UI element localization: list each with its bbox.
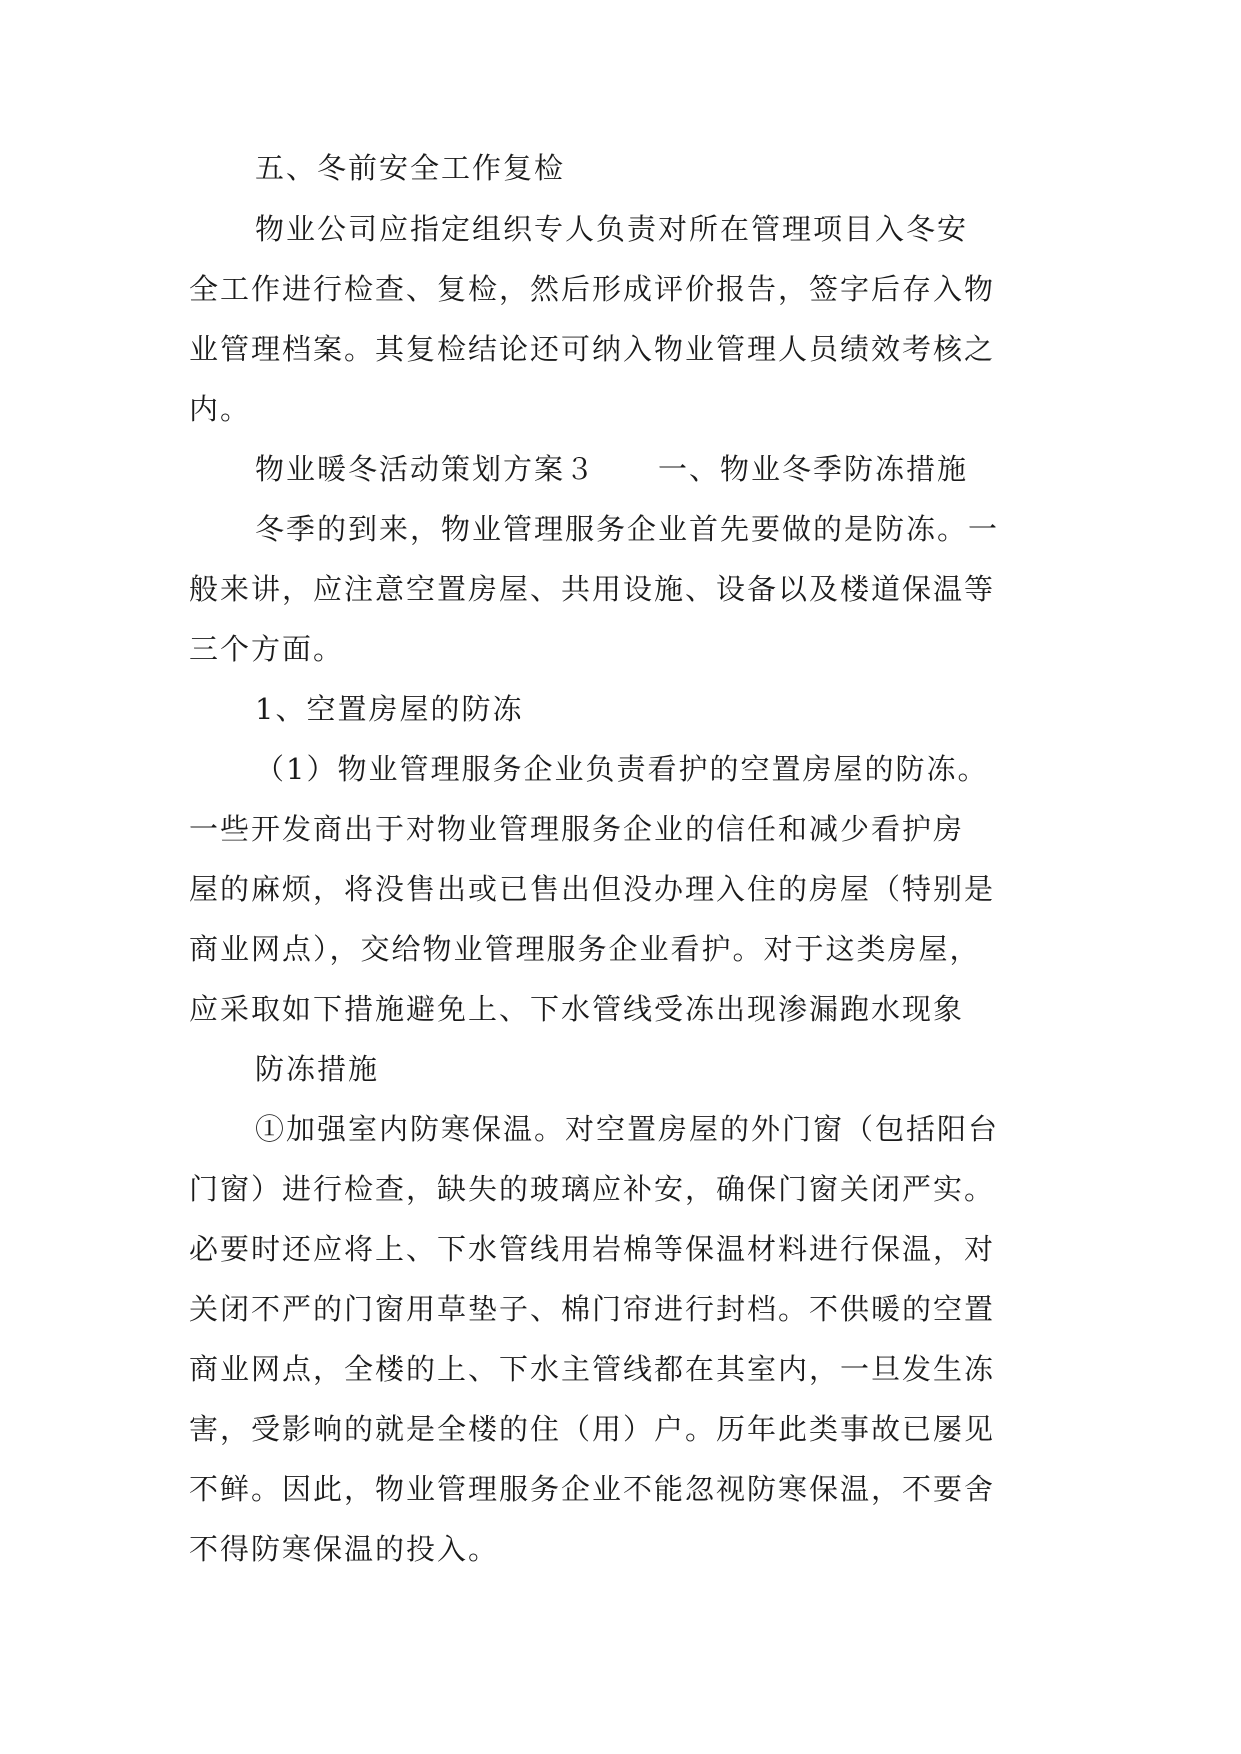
paragraph-line: 物业公司应指定组织专人负责对所在管理项目入冬安 <box>255 212 969 246</box>
paragraph-line: 三个方面。 <box>189 632 345 666</box>
paragraph-line: 应采取如下措施避免上、下水管线受冻出现渗漏跑水现象 <box>189 992 965 1026</box>
paragraph-line: 内。 <box>189 392 252 426</box>
plan-title-line: 物业暖冬活动策划方案３ 一、物业冬季防冻措施 <box>255 452 969 486</box>
paragraph-line: 商业网点，全楼的上、下水主管线都在其室内，一旦发生冻 <box>189 1352 996 1386</box>
paragraph-line: 关闭不严的门窗用草垫子、棉门帘进行封档。不供暖的空置 <box>189 1292 996 1326</box>
paragraph-line: 全工作进行检查、复检，然后形成评价报告，签字后存入物 <box>189 272 996 306</box>
paragraph-line: （1）物业管理服务企业负责看护的空置房屋的防冻。 <box>255 752 989 786</box>
paragraph-line: 业管理档案。其复检结论还可纳入物业管理人员绩效考核之 <box>189 332 996 366</box>
paragraph-line: 般来讲，应注意空置房屋、共用设施、设备以及楼道保温等 <box>189 572 996 606</box>
paragraph-line: 不鲜。因此，物业管理服务企业不能忽视防寒保温，不要舍 <box>189 1472 996 1506</box>
section-heading-5: 五、冬前安全工作复检 <box>255 151 566 185</box>
paragraph-line: 门窗）进行检查，缺失的玻璃应补安，确保门窗关闭严实。 <box>189 1172 996 1206</box>
paragraph-line: ①加强室内防寒保温。对空置房屋的外门窗（包括阳台 <box>255 1112 1000 1146</box>
paragraph-line: 屋的麻烦，将没售出或已售出但没办理入住的房屋（特别是 <box>189 872 996 906</box>
subsection-heading: 防冻措施 <box>255 1052 380 1086</box>
paragraph-line: 商业网点），交给物业管理服务企业看护。对于这类房屋， <box>189 932 981 966</box>
subsection-heading: 1、空置房屋的防冻 <box>255 692 524 726</box>
paragraph-line: 不得防寒保温的投入。 <box>189 1532 500 1566</box>
paragraph-line: 必要时还应将上、下水管线用岩棉等保温材料进行保温，对 <box>189 1232 996 1266</box>
paragraph-line: 害，受影响的就是全楼的住（用）户。历年此类事故已屡见 <box>189 1412 996 1446</box>
paragraph-line: 冬季的到来，物业管理服务企业首先要做的是防冻。一 <box>255 512 1000 546</box>
paragraph-line: 一些开发商出于对物业管理服务企业的信任和减少看护房 <box>189 812 965 846</box>
